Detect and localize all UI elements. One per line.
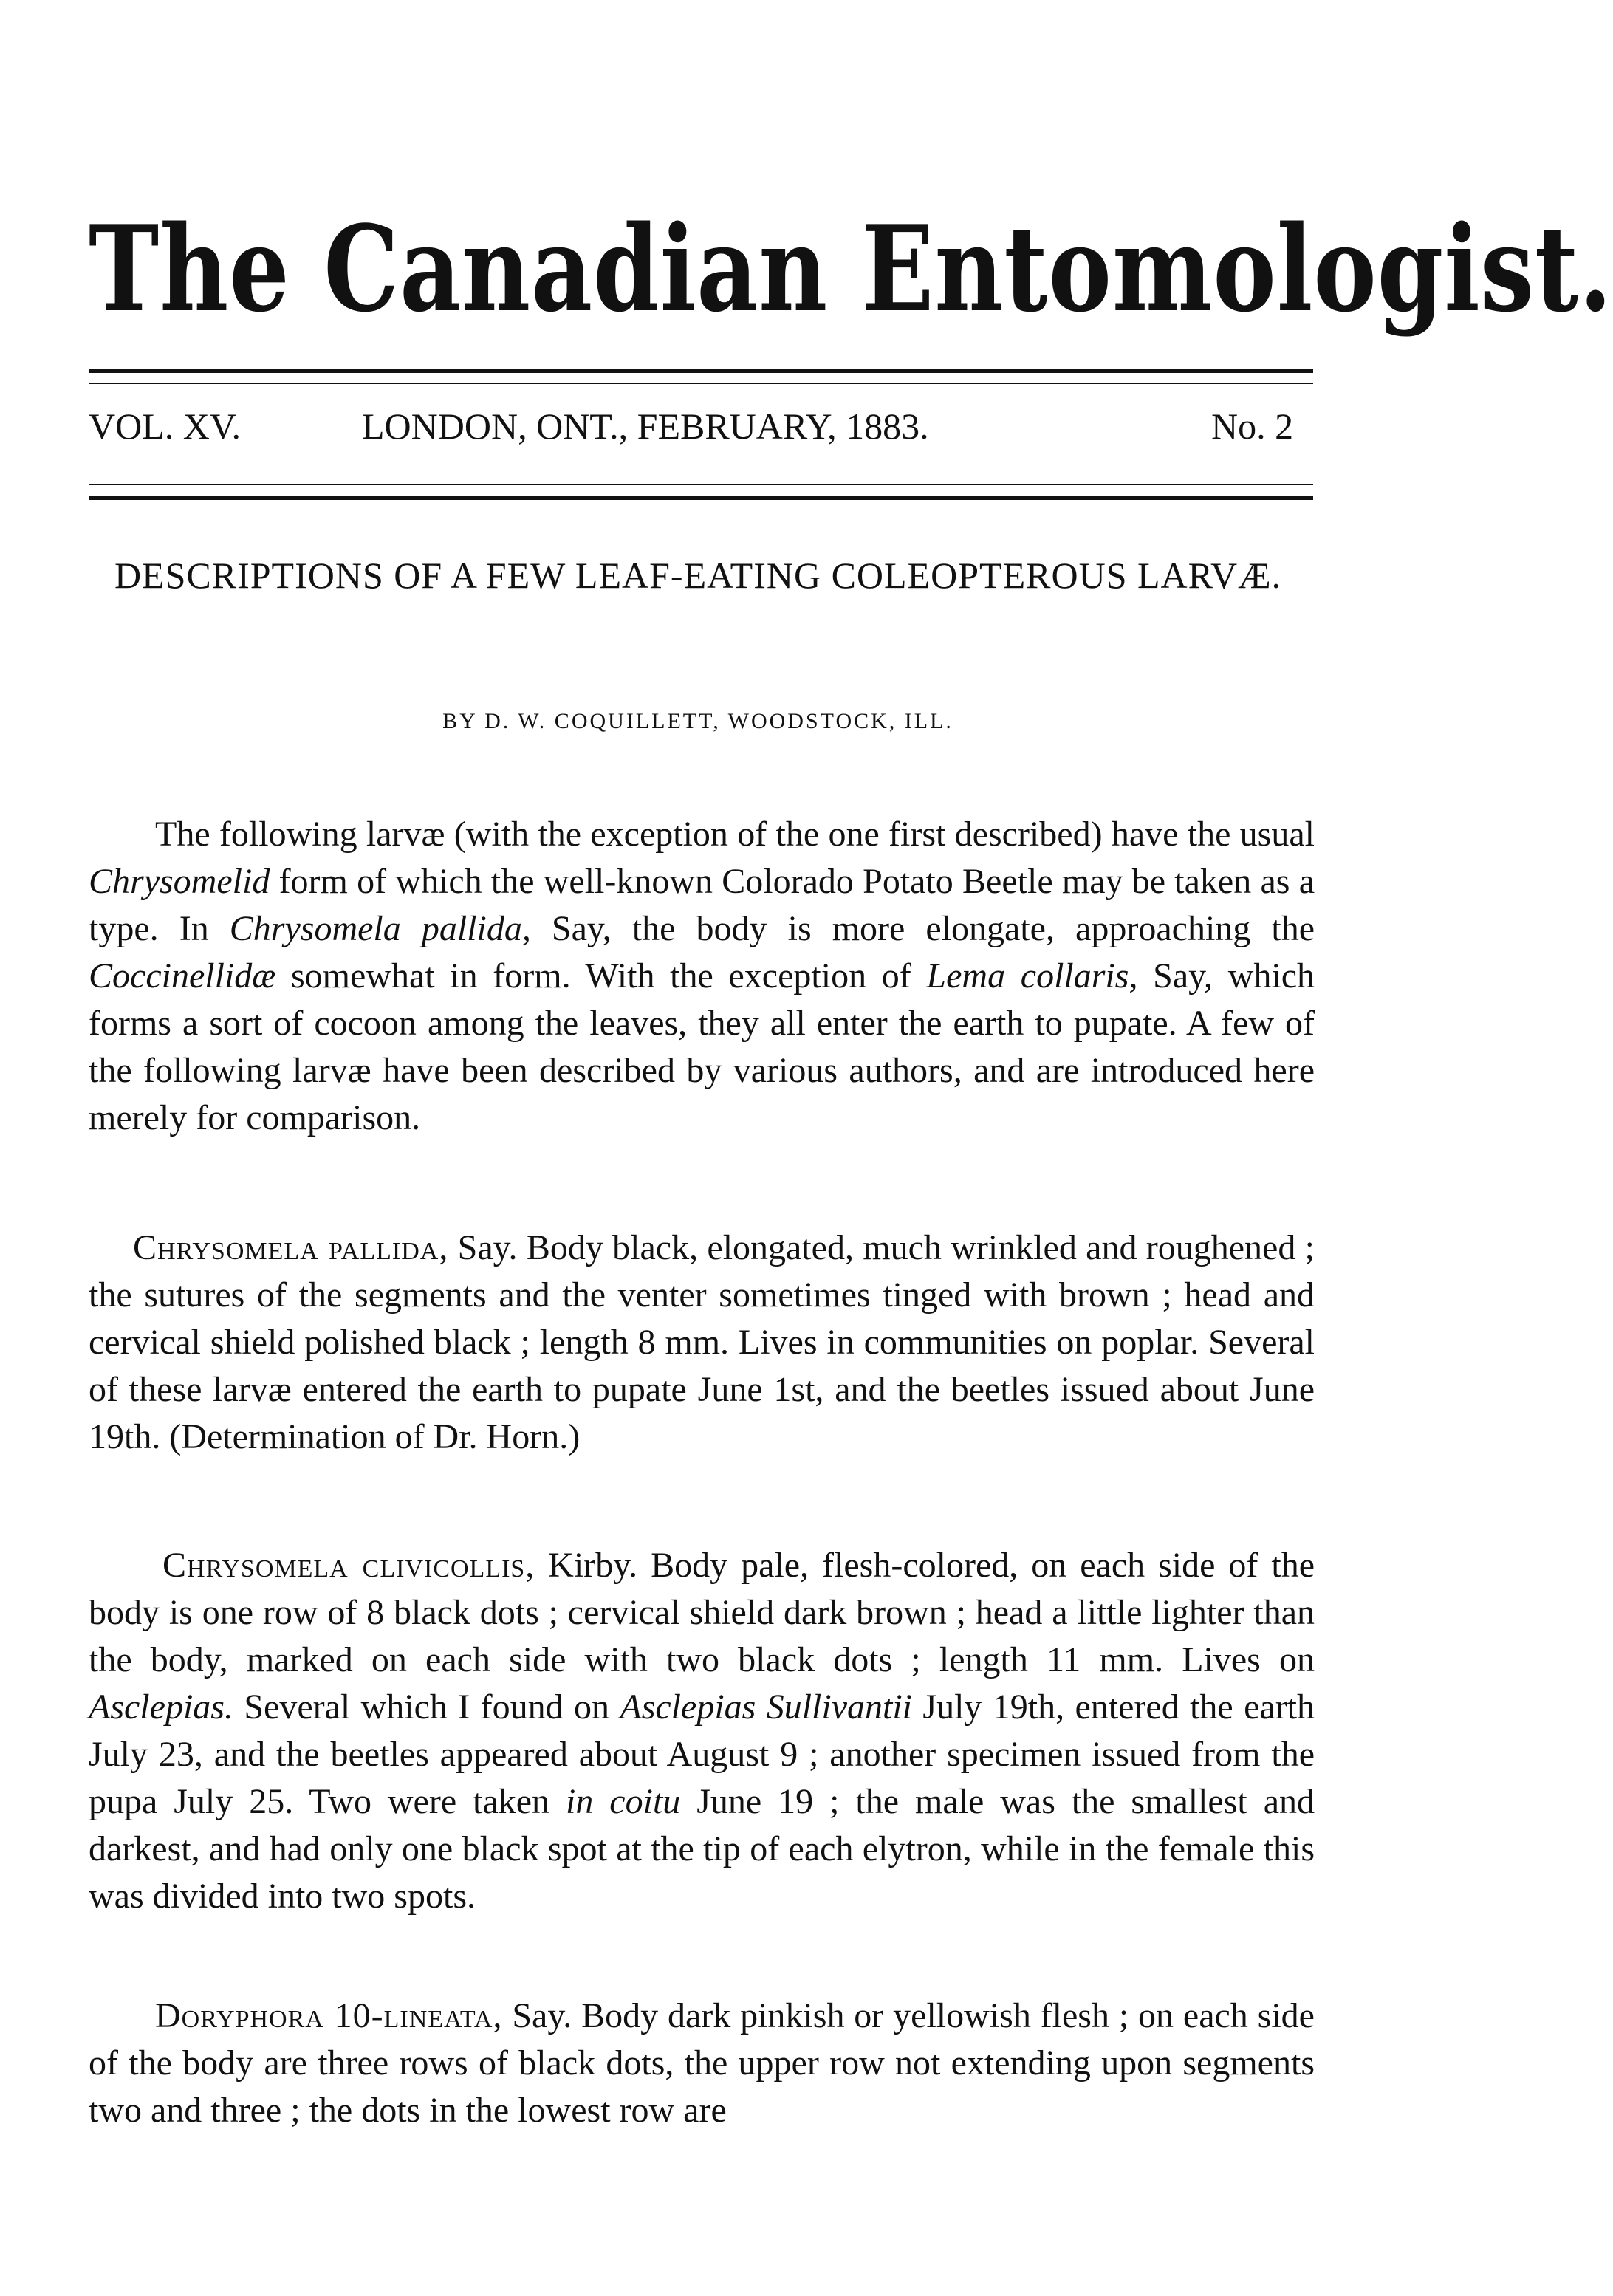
intro-text-5: Say, which forms a sort of cocoon among the leaves, they all enter the earth to pupate. A few of the following larvæ have been described by various authors, and are introduced here merely for comparison. xyxy=(89,956,1315,1137)
clivicollis-italic-1: Asclepias. xyxy=(89,1687,233,1727)
clivicollis-italic-3: in coitu xyxy=(566,1782,681,1821)
place-and-date: LONDON, ONT., FEBRUARY, 1883. xyxy=(362,405,929,447)
issue-rule-thick xyxy=(89,496,1313,500)
pallida-species-name: Chrysomela pallida, xyxy=(133,1228,449,1267)
masthead-rule-thin xyxy=(89,383,1313,384)
article-byline: BY D. W. COQUILLETT, WOODSTOCK, ILL. xyxy=(442,709,953,733)
journal-masthead: The Canadian Entomologist. xyxy=(89,200,1613,339)
intro-text-2: form of which the well-known Colorado Potato Beetle may be taken as a type. In xyxy=(89,862,1315,948)
clivicollis-species-name: Chrysomela clivicollis, xyxy=(162,1546,535,1585)
doryphora-paragraph xyxy=(89,1992,1315,2134)
doryphora-species-name: Doryphora 10-lineata, xyxy=(155,1996,503,2035)
issue-rule-thin xyxy=(89,484,1313,485)
volume-number: VOL. XV. xyxy=(89,405,242,447)
clivicollis-text-1: Kirby. Body pale, flesh-colored, on each side of the body is one row of 8 black dots ; cervical shield dark brown ; head a little lighter than the body, marked on each side with two black dots ; length 11 mm. Lives on xyxy=(89,1546,1315,1679)
intro-italic-2: Chrysomela pallida, xyxy=(229,909,531,948)
clivicollis-text-4: June 19 ; the male was the smallest and darkest, and had only one black spot at the tip of each elytron, while in the female this was divided into two spots. xyxy=(89,1782,1315,1916)
doryphora-text: Say. Body dark pinkish or yellowish flesh ; on each side of the body are three rows of black dots, the upper row not extending upon segments two and three ; the dots in the lowest row are xyxy=(89,1996,1315,2130)
issue-number: No. 2 xyxy=(1211,405,1294,447)
pallida-text: Say. Body black, elongated, much wrinkled and roughened ; the sutures of the segments and the venter sometimes tinged with brown ; head and cervical shield polished black ; length 8 mm. Lives in communities on poplar. Several of these larvæ entered the earth to pupate June 1st, and the beetles issued about June 19th. (Determination of Dr. Horn.) xyxy=(89,1228,1315,1456)
article-title: DESCRIPTIONS OF A FEW LEAF-EATING COLEOPTEROUS LARVÆ. xyxy=(114,555,1282,596)
clivicollis-text-2: Several which I found on xyxy=(233,1687,620,1727)
clivicollis-text-3: July 19th, entered the earth July 23, and the beetles appeared about August 9 ; another specimen issued from the pupa July 25. Two were taken xyxy=(89,1687,1315,1821)
intro-italic-3: Coccinellidæ xyxy=(89,956,276,995)
intro-italic-1: Chrysomelid xyxy=(89,862,270,901)
pallida-paragraph xyxy=(89,1224,1315,1461)
intro-text-3: Say, the body is more elongate, approaching the xyxy=(530,909,1315,948)
masthead-rule-thick xyxy=(89,369,1313,373)
clivicollis-paragraph xyxy=(89,1542,1315,1920)
intro-paragraph xyxy=(89,811,1315,1142)
intro-text-1: The following larvæ (with the exception of the one first described) have the usual xyxy=(155,815,1315,854)
intro-italic-4: Lema collaris, xyxy=(926,956,1138,995)
intro-text-4: somewhat in form. With the exception of xyxy=(275,956,927,995)
clivicollis-italic-2: Asclepias Sullivantii xyxy=(620,1687,913,1727)
